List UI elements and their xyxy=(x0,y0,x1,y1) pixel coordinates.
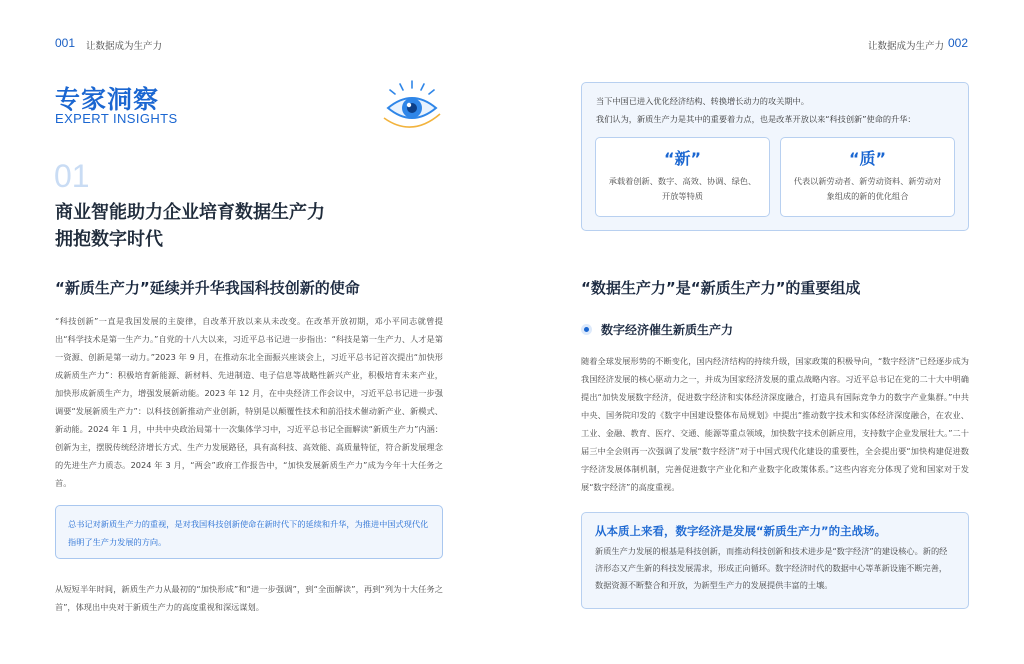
card-new xyxy=(595,137,770,217)
left-paragraph-2: 从短短半年时间，新质生产力从最初的“加快形成”和“进一步强调”，到“全面解读”，再到“列为十大任务之首”，体现出中央对于新质生产力的高度重视和深远谋划。 xyxy=(55,584,443,612)
conclusion-title: 从本质上来看，数字经济是发展“新质生产力”的主战场。 xyxy=(595,524,887,538)
right-subheading: “数据生产力”是“新质生产力”的重要组成 xyxy=(581,279,861,297)
left-running-header: 让数据成为生产力 xyxy=(86,41,163,52)
bullet-subheading-text: 数字经济催生新质生产力 xyxy=(601,323,734,337)
intro-line-2: 我们认为，新质生产力是其中的重要着力点，也是改革开放以来“科技创新”使命的升华： xyxy=(596,114,916,124)
right-paragraph: 随着全球发展形势的不断变化，国内经济结构的持续升级，国家政策的积极导向，“数字经济”已经逐步成为我国经济发展的核心驱动力之一，并成为国家经济发展的重点战略内容。习近平总书记在党的二十大中明确提出“加快发展数字经济，促进数字经济和实体经济深度融合，打造具有国际竞争力的数字产业集群。”中共中央、国务院印发的《数字中国建设整体布局规划》中提出“推动数字技术和实体经济深度融合，在农业、工业、金融、教育、医疗、交通、能源等重点领域，加快数字技术创新应用，支持数字企业发展壮大。”二十届三中全会则再一次强调了发展“数字经济”对于中国式现代化建设的重要性，全会提出要“加快构建促进数字经济发展体制机制，完善促进数字产业化和产业数字化政策体系。”这些内容充分体现了党和国家对于发展“数字经济”的高度重视。 xyxy=(581,356,969,492)
card-new-description: 承载着创新、数字、高效、协调、绿色、开放等特质 xyxy=(608,176,757,201)
conclusion-box xyxy=(581,512,969,609)
section-heading-line-1: 商业智能助力企业培育数据生产力 xyxy=(55,202,325,223)
bullet-dot-icon xyxy=(581,324,592,335)
right-running-header: 让数据成为生产力 xyxy=(868,41,945,52)
card-quality xyxy=(780,137,955,217)
bullet-subheading xyxy=(581,321,733,338)
card-new-title: “新” xyxy=(663,149,702,168)
card-quality-title: “质” xyxy=(848,149,887,168)
intro-box xyxy=(581,82,969,231)
left-paragraph-1: “科技创新”一直是我国发展的主旋律，自改革开放以来从未改变。在改革开放初期，邓小平同志就曾提出“科学技术是第一生产力。”自党的十八大以来，习近平总书记进一步指出：“科技是第一生产力、人才是第一资源、创新是第一动力。”2023 年 9 月，在推动东北全面振兴座谈会上，习近平总书记首次提出“加快形成新质生产力”：积极培育新能源、新材料、先进制造、电子信息等战略性新兴产业，积极培育未来产业，加快形成新质生产力，增强发展新动能。2023 年 12 月，在中央经济工作会议中，习近平总书记进一步强调要“发展新质生产力”：以科技创新推动产业创新，特别是以颠覆性技术和前沿技术催动新产业、新模式、新动能。2024 年 1 月，中共中央政治局第十一次集体学习中，习近平总书记全面解读“新质生产力”内涵：创新为主，摆脱传统经济增长方式、生产力发展路径，具有高科技、高效能、高质量特征，符合新发展理念的先进生产力质态。2024 年 3 月，“两会”政府工作报告中，“加快发展新质生产力”成为今年十大任务之首。 xyxy=(55,316,443,488)
section-number: 01 xyxy=(54,158,90,194)
intro-line-1: 当下中国已进入优化经济结构、转换增长动力的攻关期中。 xyxy=(596,96,809,106)
highlight-quote-text: 总书记对新质生产力的重视，是对我国科技创新使命在新时代下的延续和升华，为推进中国式现代化指明了生产力发展的方向。 xyxy=(68,519,429,547)
left-subheading: “新质生产力”延续并升华我国科技创新的使命 xyxy=(55,279,360,297)
card-quality-description: 代表以新劳动者、新劳动资料、新劳动对象组成的新的优化组合 xyxy=(793,176,942,201)
left-page-number: 001 xyxy=(55,36,76,50)
highlight-quote-box xyxy=(55,505,443,559)
section-title-english: EXPERT INSIGHTS xyxy=(55,111,178,126)
right-page-number: 002 xyxy=(948,36,969,50)
section-title-chinese: 专家洞察 xyxy=(55,85,160,114)
section-heading-line-2: 拥抱数字时代 xyxy=(55,229,163,250)
section-heading xyxy=(55,199,325,253)
conclusion-text: 新质生产力发展的根基是科技创新，而推动科技创新和技术进步是“数字经济”的建设核心。新的经济形态又产生新的科技发展需求，形成正向循环。数字经济时代的数据中心等革新设施不断完善，数据资源不断整合和开放，为新型生产力的发展提供丰富的土壤。 xyxy=(595,546,948,590)
eye-icon xyxy=(380,78,444,130)
